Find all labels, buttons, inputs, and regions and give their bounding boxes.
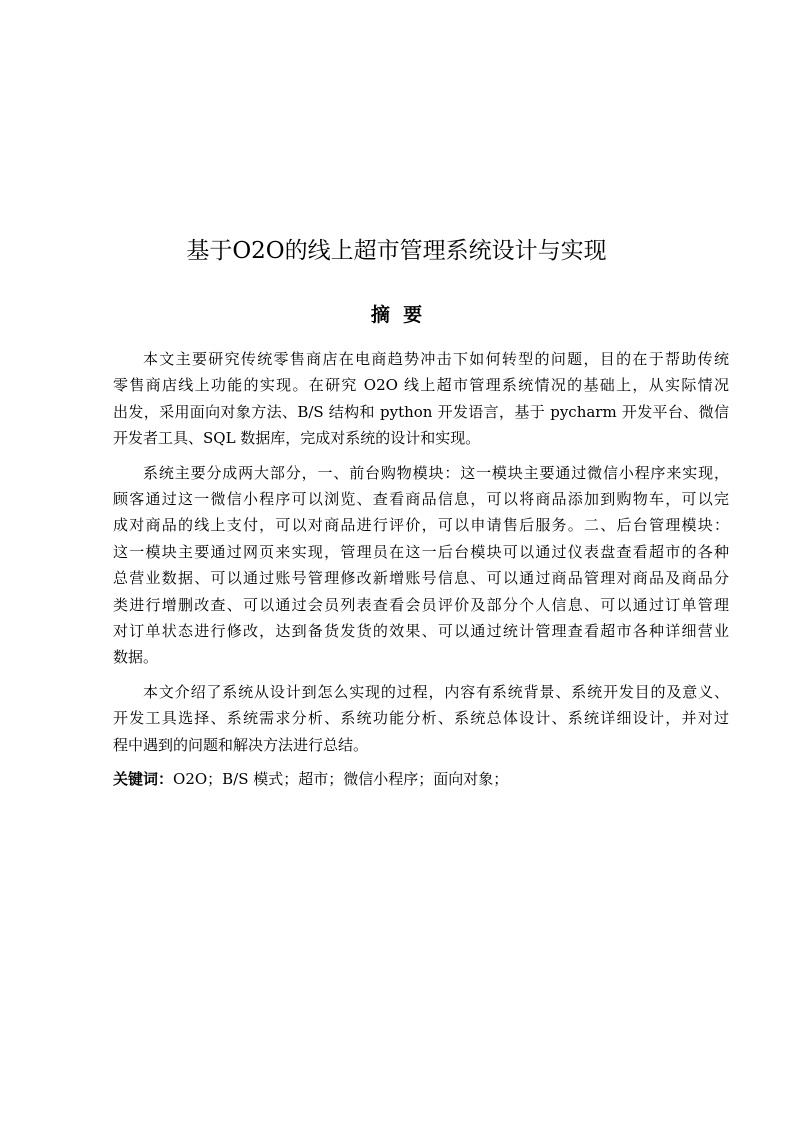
document-title: 基于O2O的线上超市管理系统设计与实现	[186, 238, 607, 264]
paragraph-line: 系统主要分成两大部分，一、前台购物模块：这一模块主要通过微信小程序来实现，	[143, 463, 729, 482]
abstract-paragraph	[113, 460, 729, 671]
abstract-paragraph	[113, 346, 729, 452]
paragraph-line: 成对商品的线上支付，可以对商品进行评价，可以申请售后服务。二、后台管理模块：	[113, 516, 729, 535]
paragraph-line: 本文介绍了系统从设计到怎么实现的过程，内容有系统背景、系统开发目的及意义、	[143, 682, 729, 701]
paragraph-line: 这一模块主要通过网页来实现，管理员在这一后台模块可以通过仪表盘查看超市的各种	[113, 542, 729, 561]
paragraph-line: 开发工具选择、系统需求分析、系统功能分析、系统总体设计、系统详细设计，并对过	[113, 709, 729, 728]
paragraph-line: 对订单状态进行修改，达到备货发货的效果、可以通过统计管理查看超市各种详细营业	[113, 622, 729, 641]
paragraph-line: 类进行增删改查、可以通过会员列表查看会员评价及部分个人信息、可以通过订单管理	[113, 595, 729, 614]
paragraph-line: 零售商店线上功能的实现。在研究 O2O 线上超市管理系统情况的基础上，从实际情况	[113, 376, 729, 395]
keywords-label: 关键词：	[113, 770, 174, 789]
abstract-paragraph	[113, 679, 729, 758]
paragraph-line: 本文主要研究传统零售商店在电商趋势冲击下如何转型的问题，目的在于帮助传统	[143, 350, 729, 368]
keywords-text: O2O；B/S 模式；超市；微信小程序；面向对象；	[173, 770, 509, 789]
paragraph-line: 总营业数据、可以通过账号管理修改新增账号信息、可以通过商品管理对商品及商品分	[113, 569, 729, 588]
paragraph-line: 程中遇到的问题和解决方法进行总结。	[113, 735, 369, 754]
keywords-line	[113, 766, 729, 792]
paragraph-line: 顾客通过这一微信小程序可以浏览、查看商品信息，可以将商品添加到购物车，可以完	[113, 490, 729, 509]
paragraph-line: 开发者工具、SQL 数据库，完成对系统的设计和实现。	[113, 429, 481, 448]
abstract-heading: 摘 要	[370, 304, 423, 326]
paragraph-line: 出发，采用面向对象方法、B/S 结构和 python 开发语言，基于 pycharm 开发平台、微信	[113, 402, 729, 421]
paragraph-line: 数据。	[113, 648, 159, 667]
abstract-body	[113, 346, 729, 793]
